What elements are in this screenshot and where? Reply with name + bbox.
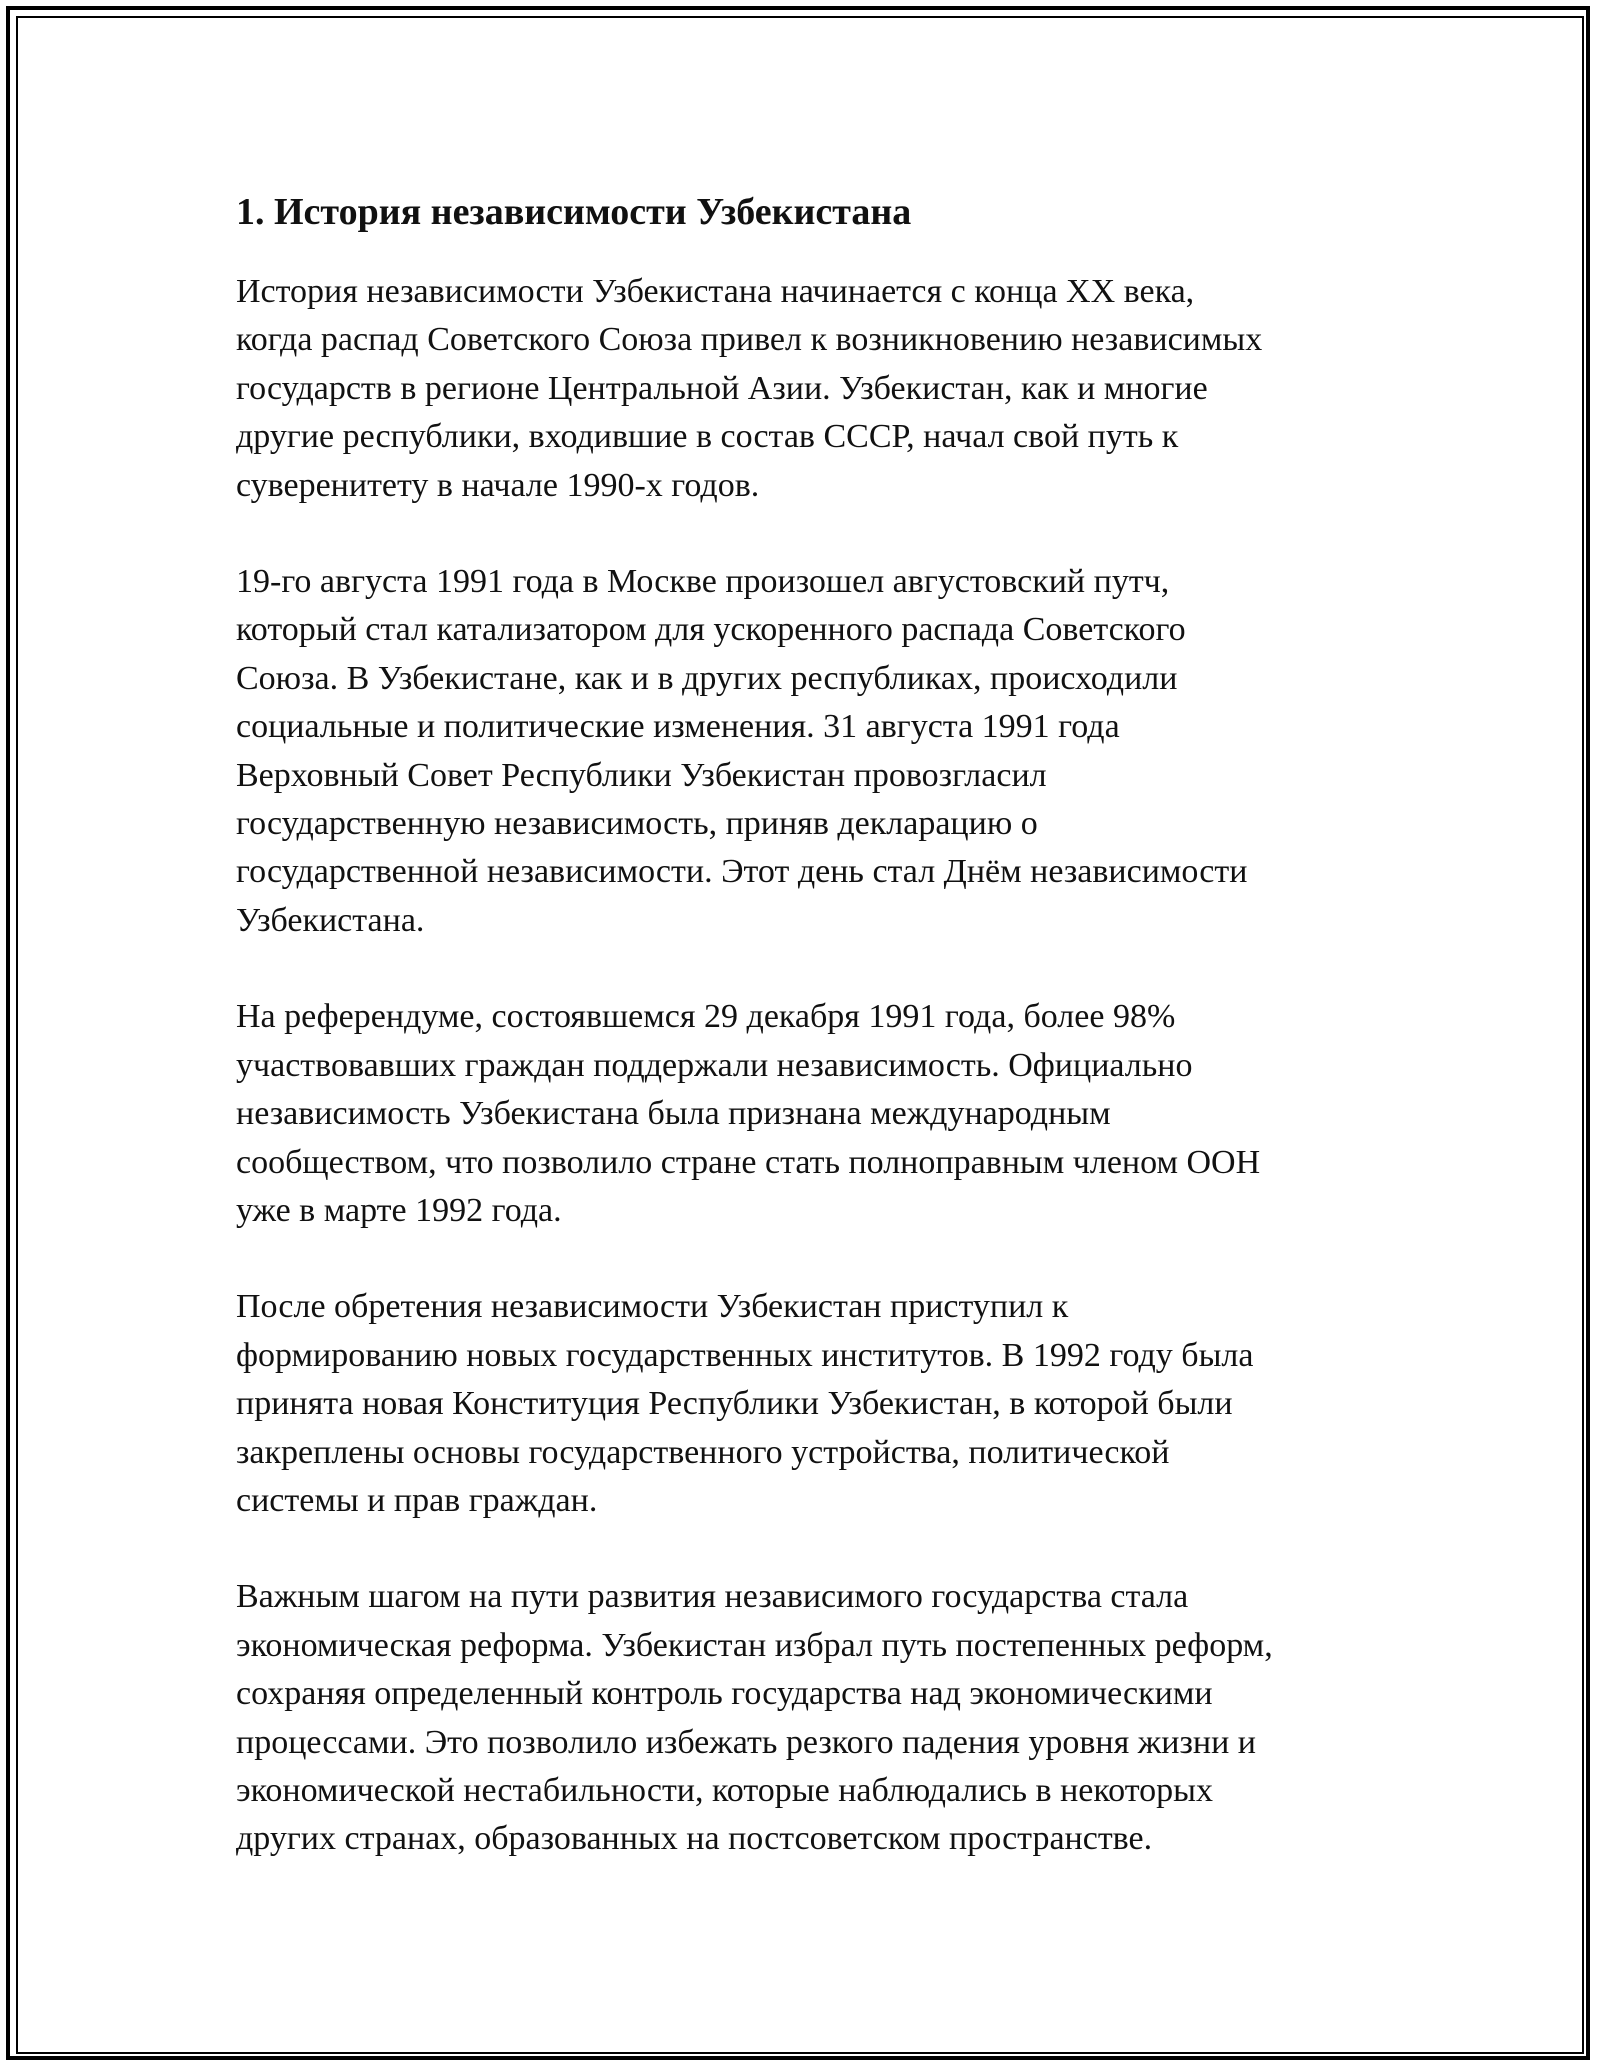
paragraph-line: сообществом, что позволило стране стать полноправным членом ООН [236, 1143, 1261, 1181]
paragraph-line: формированию новых государственных институтов. В 1992 году была [236, 1336, 1254, 1374]
paragraph-line: государственную независимость, приняв декларацию о [236, 805, 1038, 843]
document-body [236, 186, 1376, 1912]
paragraph-line: 19-го августа 1991 года в Москве произошел августовский путч, [236, 563, 1170, 601]
paragraph-5 [236, 1573, 1376, 1863]
paragraph-line: История независимости Узбекистана начинается с конца XX века, [236, 273, 1195, 310]
paragraph-line: Важным шагом на пути развития независимого государства стала [236, 1578, 1189, 1616]
paragraph-line: когда распад Советского Союза привел к возникновению независимых [236, 321, 1263, 359]
paragraph-line: государственной независимости. Этот день стал Днём независимости [236, 853, 1248, 891]
paragraph-line: После обретения независимости Узбекистан приступил к [236, 1288, 1069, 1326]
paragraph-4 [236, 1283, 1376, 1525]
paragraph-1 [236, 268, 1376, 510]
paragraph-line: принята новая Конституция Республики Узбекистан, в которой были [236, 1385, 1233, 1423]
paragraph-line: закреплены основы государственного устройства, политической [236, 1433, 1170, 1471]
paragraph-line: суверенитету в начале 1990-х годов. [236, 466, 760, 504]
paragraph-line: государств в регионе Центральной Азии. Узбекистан, как и многие [236, 369, 1208, 407]
paragraph-3 [236, 993, 1376, 1235]
paragraph-line: процессами. Это позволило избежать резкого падения уровня жизни и [236, 1723, 1256, 1761]
paragraph-line: сохраняя определенный контроль государства над экономическими [236, 1675, 1213, 1713]
paragraph-line: социальные и политические изменения. 31 августа 1991 года [236, 708, 1120, 746]
paragraph-line: уже в марте 1992 года. [236, 1191, 562, 1229]
paragraph-line: На референдуме, состоявшемся 29 декабря 1991 года, более 98% [236, 998, 1176, 1036]
section-heading: 1. История независимости Узбекистана [236, 191, 912, 233]
paragraph-2 [236, 558, 1376, 945]
paragraph-line: Узбекистана. [236, 901, 425, 939]
paragraph-line: участвовавших граждан поддержали независимость. Официально [236, 1046, 1193, 1084]
paragraph-line: других странах, образованных на постсоветском пространстве. [236, 1820, 1153, 1858]
paragraph-line: системы и прав граждан. [236, 1481, 598, 1519]
paragraph-line: Верховный Совет Республики Узбекистан провозгласил [236, 756, 1047, 794]
paragraph-line: Союза. В Узбекистане, как и в других республиках, происходили [236, 659, 1178, 697]
paragraph-line: экономическая реформа. Узбекистан избрал путь постепенных реформ, [236, 1626, 1273, 1664]
paragraph-line: который стал катализатором для ускоренного распада Советского [236, 611, 1186, 649]
paragraph-line: другие республики, входившие в состав СССР, начал свой путь к [236, 418, 1179, 456]
paragraph-line: экономической нестабильности, которые наблюдались в некоторых [236, 1771, 1213, 1809]
paragraph-line: независимость Узбекистана была признана международным [236, 1095, 1111, 1133]
